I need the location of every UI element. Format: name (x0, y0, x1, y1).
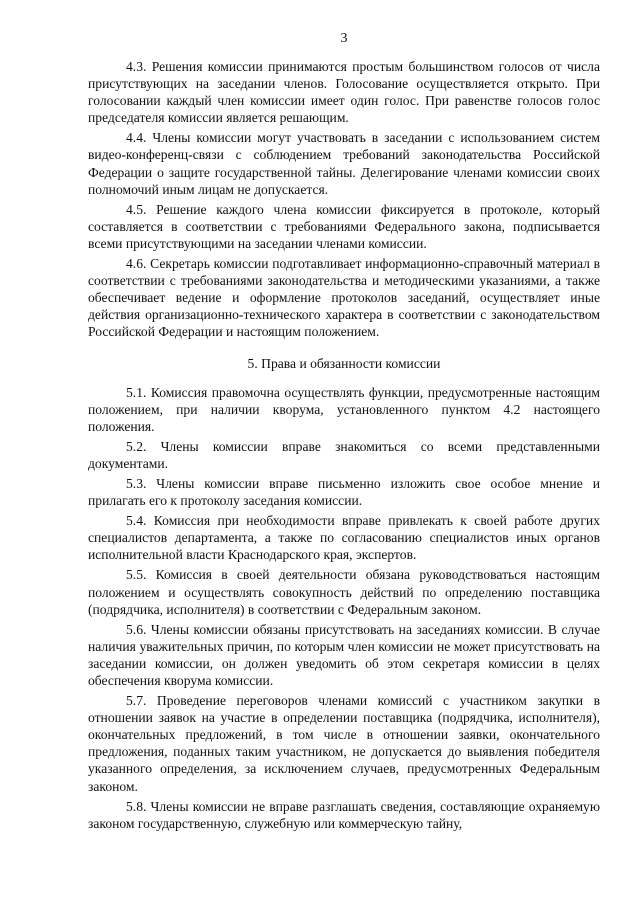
paragraph-4-4: 4.4. Члены комиссии могут участвовать в заседании с использованием систем видео-конференц-связи с соблюдением требований законодательства Российской Федерации о защите государственной тайны. Делегирование членами комиссии своих полномочий иным лицам не допускается. (88, 130, 600, 197)
paragraph-5-4: 5.4. Комиссия при необходимости вправе привлекать к своей работе других специалистов департамента, а также по согласованию специалистов иных органов исполнительной власти Краснодарского края, экспертов. (88, 513, 600, 563)
paragraph-5-8: 5.8. Члены комиссии не вправе разглашать сведения, составляющие охраняемую законом государственную, служебную или коммерческую тайну, (88, 798, 600, 831)
paragraph-5-6: 5.6. Члены комиссии обязаны присутствовать на заседаниях комиссии. В случае наличия уважительных причин, по которым член комиссии не может присутствовать на заседании комиссии, он должен уведомить об этом секретаря комиссии в целях обеспечения кворума комиссии. (88, 621, 600, 688)
paragraph-4-6: 4.6. Секретарь комиссии подготавливает информационно-справочный материал в соответствии с требованиями законодательства и методическими указаниями, а также обеспечивает ведение и оформление протоколов заседаний, осуществляет иные действия организационно-технического характера в соответствии с законодательством Российской Федерации и настоящим положением. (88, 256, 600, 340)
document-page (88, 30, 600, 835)
paragraph-5-5: 5.5. Комиссия в своей деятельности обязана руководствоваться настоящим положением и осуществлять совокупность действий по определению поставщика (подрядчика, исполнителя) в соответствии с Федеральным законом. (88, 567, 600, 617)
section-title: 5. Права и обязанности комиссии (247, 355, 441, 371)
paragraph-4-3: 4.3. Решения комиссии принимаются простым большинством голосов от числа присутствующих на заседании членов. Голосование осуществляется открыто. При голосовании каждый член комиссии имеет один голос. При равенстве голосов голос председателя комиссии является решающим. (88, 59, 600, 126)
paragraph-5-3: 5.3. Члены комиссии вправе письменно изложить свое особое мнение и прилагать его к протоколу заседания комиссии. (88, 475, 600, 509)
paragraph-5-7: 5.7. Проведение переговоров членами комиссий с участником закупки в отношении заявок на участие в определении поставщика (подрядчика, исполнителя), окончательных предложений, в том числе в отношении заявки, окончательного предложения, поданных таким участником, не допускается до выявления победителя указанного определения, за исключением случаев, предусмотренных Федеральным законом. (88, 693, 600, 794)
paragraph-5-2: 5.2. Члены комиссии вправе знакомиться со всеми представленными документами. (88, 438, 600, 471)
paragraph-5-1: 5.1. Комиссия правомочна осуществлять функции, предусмотренные настоящим положением, при наличии кворума, установленного пунктом 4.2 настоящего положения. (88, 384, 600, 434)
page-number: 3 (340, 31, 348, 46)
paragraph-4-5: 4.5. Решение каждого члена комиссии фиксируется в протоколе, который составляется в соответствии с требованиями Федерального закона, подписывается всеми присутствующими на заседании членами комиссии. (88, 201, 600, 251)
